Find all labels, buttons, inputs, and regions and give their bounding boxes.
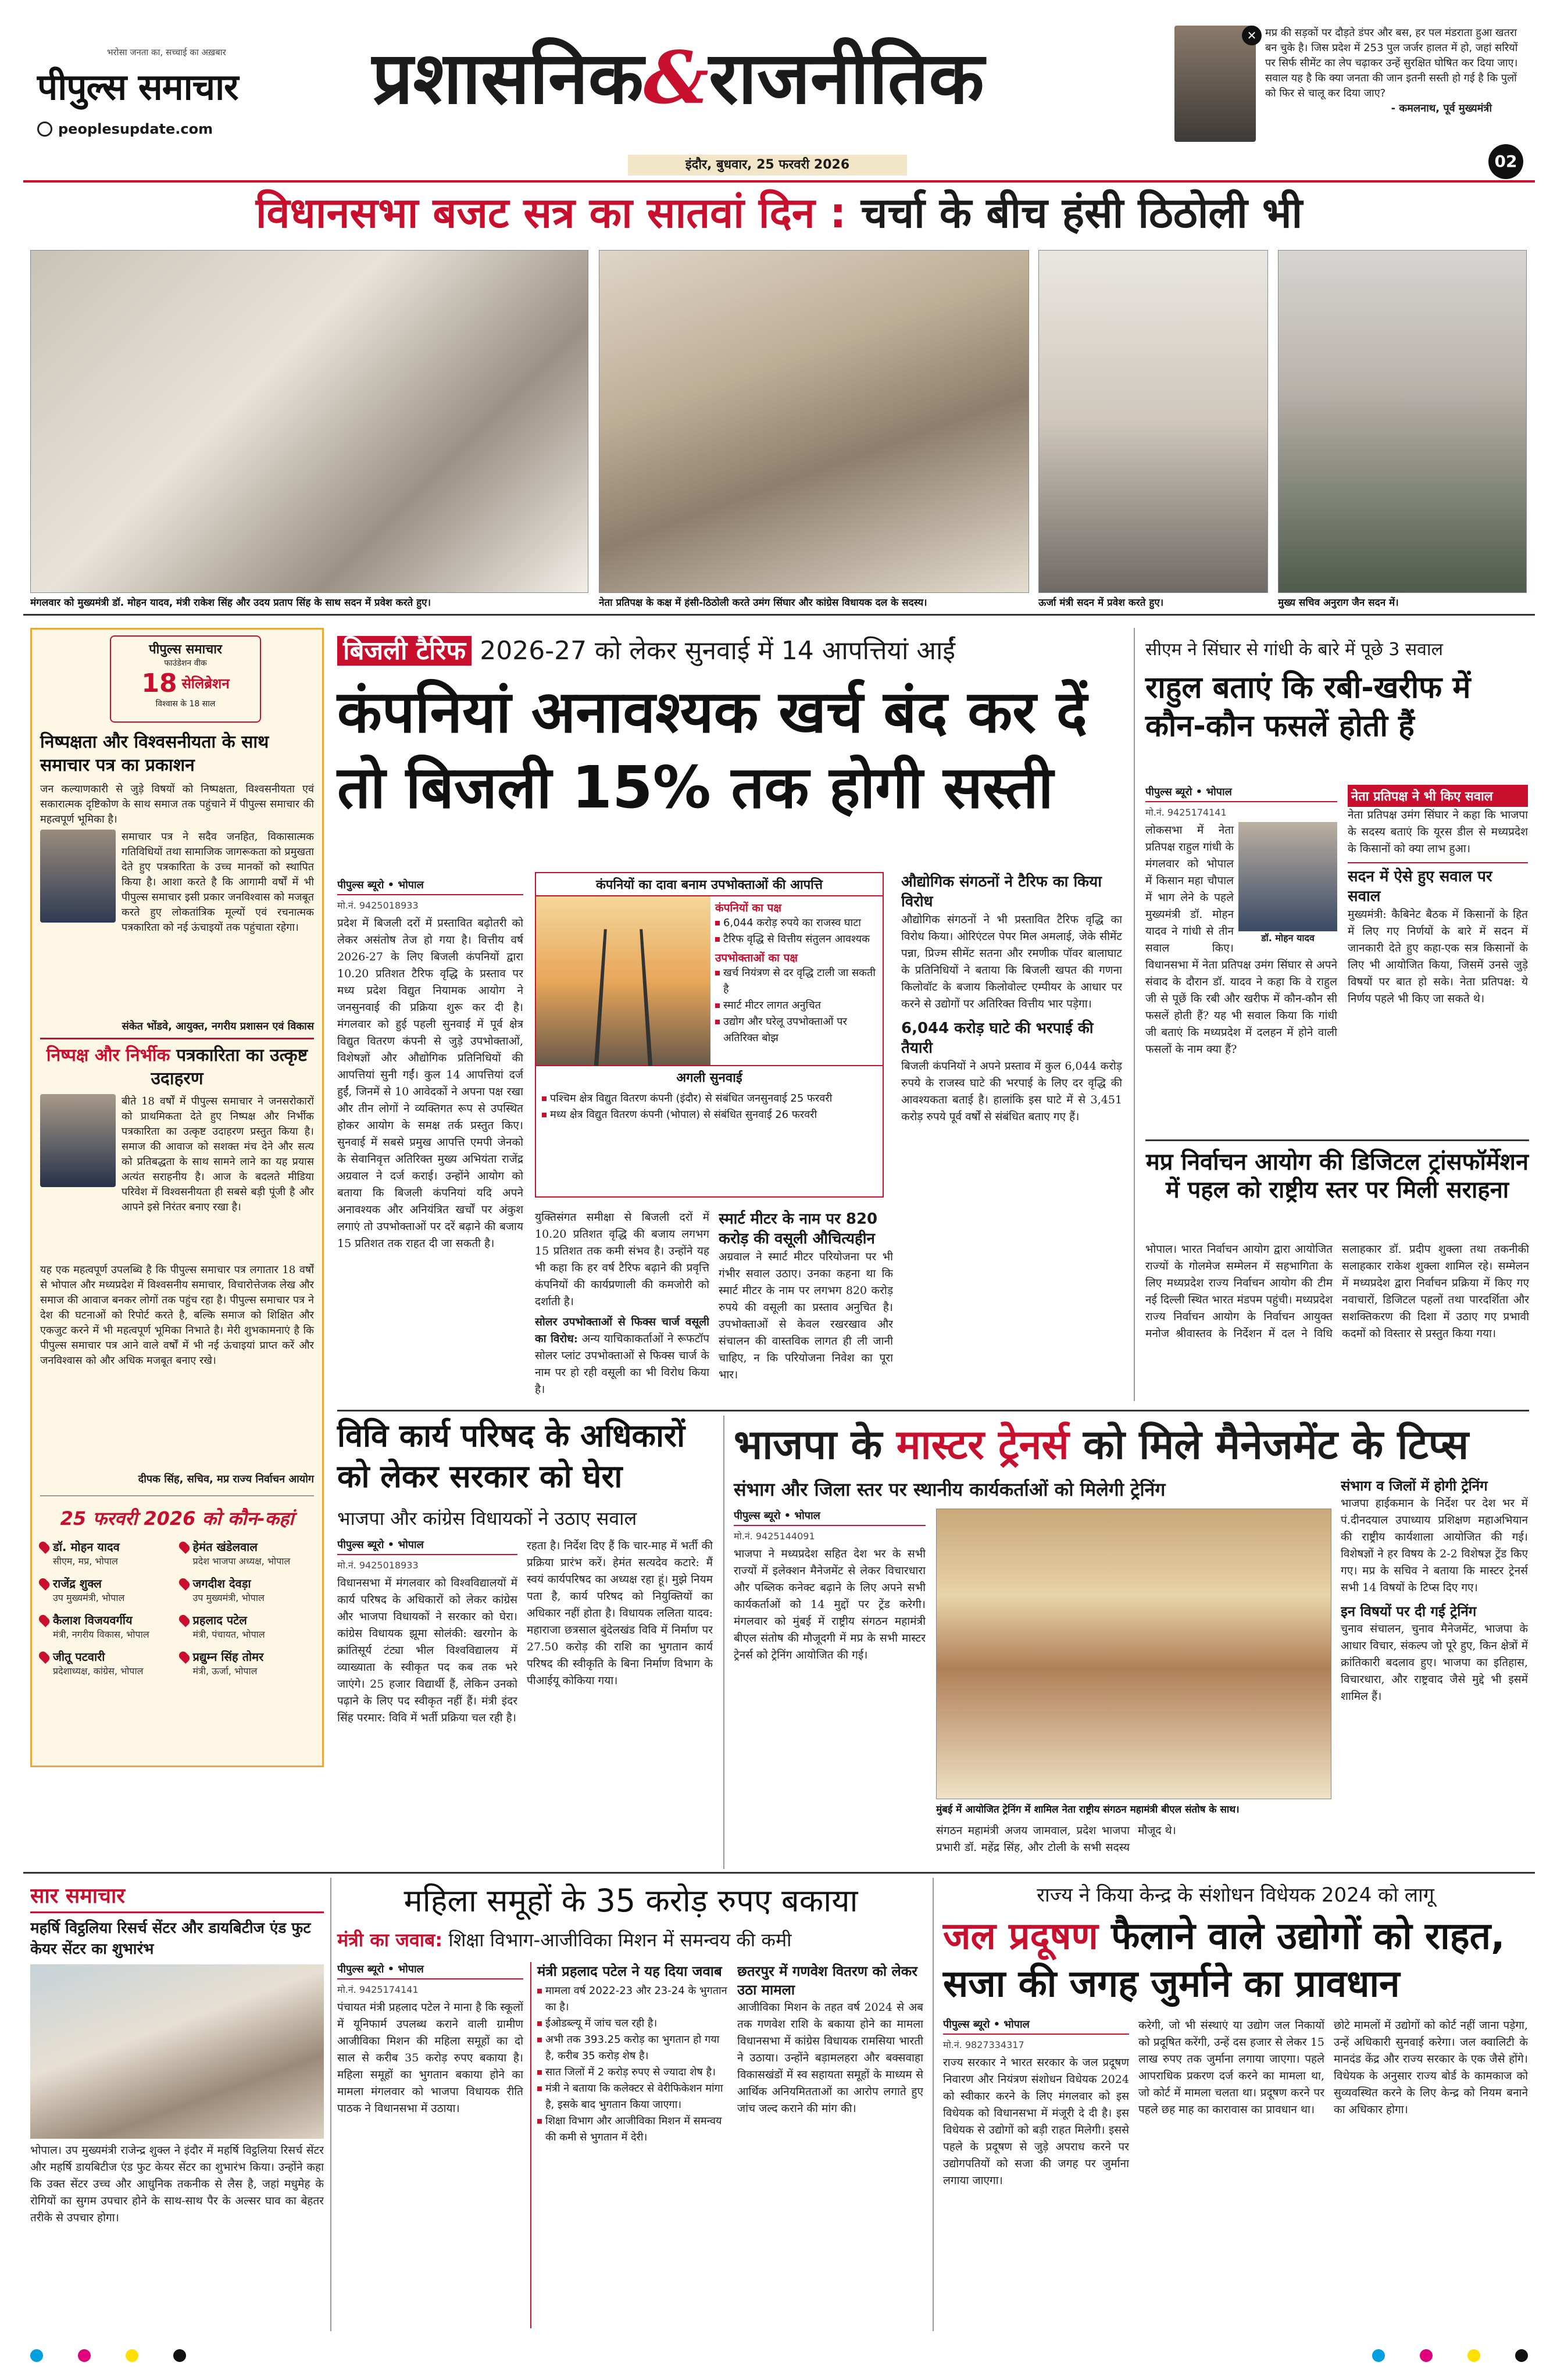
registration-bar [30,2349,1528,2363]
vivi-subhead: भाजपा और कांग्रेस विधायकों ने उठाए सवाल [337,1507,637,1530]
power-infobox: कंपनियों का दावा बनाम उपभोक्ताओं की आपत्ति कंपनियों का पक्ष 6,044 करोड़ रुपये का राजस्व घाटा टैरिफ वृद्धि से वित्तीय संतुलन आवश्यक उपभोक्ताओं का पक्ष खर्च नियंत्रण से दर वृद्धि टाली जा सकती है स्मार्ट मीटर लागत अनुचित उद्योग और घरेलू उपभोक्ताओं पर अतिरिक्त बोझ अगली सुनवाई पश्चिम क्षेत्र विद्युत वितरण कंपनी (इंदौर) से संबंधित जनसुनवाई 25 फरवरी मध्य क्षेत्र विद्युत वितरण कंपनी (भोपाल) से संबंधित सुनवाई 26 फरवरी [535,872,884,1198]
pollution-headline: जल प्रदूषण फैलाने वाले उद्योगों को राहत, सजा की जगह जुर्माने का प्रावधान [943,1915,1505,2006]
masthead-block [37,47,351,157]
women-col-1: पीपुल्स ब्यूरो • भोपाल मो.नं. 9425174141 पंचायत मंत्री प्रहलाद पटेल ने माना है कि स्कूलों में यूनिफार्म उपलब्ध कराने वाली ग्रामीण आजीविका मिशन की महिला समूहों का दो साल से करीब 35 करोड़ रुपए बकाया है। महिला समूहों का भुगतान बकाया होने का मामला मंगलवार को भाजपा विधायक रीति पाठक ने विधानसभा में उठाया। [337,1963,523,2115]
power-col-2: युक्तिसंगत समीक्षा से बिजली दरों में 10.20 प्रतिशत वृद्धि की बजाय लगभग 15 प्रतिशत तक कमी संभव है। उन्होंने यह भी कहा कि हर वर्ष टैरिफ बढ़ाने की प्रवृत्ति कंपनियों की कार्यप्रणाली की कमजोरी को दर्शाती है। सोलर उपभोक्ताओं से फिक्स चार्ज वसूली का विरोध: अन्य याचिकाकर्ताओं ने रूफटॉप सोलर प्लांट उपभोक्ताओं से फिक्स चार्ज के नाम पर हो रही वसूली का भी विरोध किया है। [535,1211,709,1396]
whos-where-title: 25 फरवरी 2026 को कौन-कहां [60,1507,294,1530]
women-col-3: छतरपुर में गणवेश वितरण को लेकर उठा मामला आजीविका मिशन के तहत वर्ष 2024 से अब तक गणवेश राशि के बकाया होने का मामला विधानसभा में कांग्रेस विधायक रामसिया भारती ने उठाया। उन्होंने बड़ामलहरा और बक्सवाहा विकासखंडों में स्व सहायता समूहों के माध्यम से आर्थिक अनियमितताओं का आरोप लगाते हुए जांच जल्द कराने की मांग की। [737,1963,923,2115]
women-kicker: मंत्री का जवाब: शिक्षा विभाग-आजीविका मिशन में समन्वय की कमी [337,1929,792,1951]
pollution-col-3: छोटे मामलों में उद्योगों को कोर्ट नहीं जाना पड़ेगा, उन्हें अधिकारी सुनवाई करेगा। जल क्वालिटी के मानदंड केंद्र और राज्य सरकार के एक जैसे होंगे। विधेयक के अनुसार राज्य बोर्ड के कामकाज को सुव्यवस्थित करने के लिए केन्द्र को नियम बनाने का अधिकार होगा। [1334,2019,1528,2116]
caption-3: ऊर्जा मंत्री सदन में प्रवेश करते हुए। [1038,597,1164,609]
bjp-sidebox: संभाग व जिलों में होगी ट्रेनिंग भाजपा हाईकमान के निर्देश पर देश भर में पं.दीनदयाल उपाध्याय प्रशिक्षण महाअभियान की राष्ट्रीय कार्यशाला आयोजित की गई। विशेषज्ञों ने हर विषय के 2-2 विशेषज्ञ ट्रेंड किए गए। मप्र के सचिव ने बताया कि मास्टर ट्रेनर्स सभी 14 विषयों के टिप्स दिए गए। इन विषयों पर दी गई ट्रेनिंग चुनाव संचालन, चुनाव मैनेजमेंट, भाजपा के आधार विचार, संकल्प जो पूरे हुए, किन क्षेत्रों में क्रांतिकारी बदलाव हुए। भाजपा का इतिहास, विचारधारा, और राष्ट्रवाद जैसे मुद्दे भी इसमें शामिल हैं। [1341,1478,1528,1703]
pollution-col-2: करेगी, जो भी संस्थाएं या उद्योग जल निकायों को प्रदूषित करेंगी, उन्हें दस हजार से लेकर 15 लाख रुपए तक जुर्माना लगाया जाएगा। पहले आपराधिक प्रकरण दर्ज करने का मामला था, जो कोर्ट में मामला चलता था। प्रदूषण करने पर पहले छह माह का कारावास का प्रावधान था। [1138,2019,1324,2116]
power-headline: कंपनियां अनावश्यक खर्च बंद कर दें तो बिजली 15% तक होगी सस्ती [337,678,1087,821]
tagline: भरोसा जनता का, सच्चाई का अख़बार [107,47,226,58]
photo-cm-entry [30,250,588,593]
person-entry: राजेंद्र शुक्ल उप मुख्यमंत्री, भोपाल [40,1575,174,1604]
portrait-commissioner [40,830,116,923]
rahul-headline: राहुल बताएं कि रबी-खरीफ में कौन-कौन फसलें होती हैं [1145,670,1471,744]
portrait-cm: डॉ. मोहन यादव [1238,822,1337,944]
person-entry: प्रहलाद पटेल मंत्री, पंचायत, भोपाल [180,1612,315,1641]
rahul-body: पीपुल्स ब्यूरो • भोपाल मो.नं. 9425174141 डॉ. मोहन यादव लोकसभा में नेता प्रतिपक्ष राहुल गांधी के मंगलवार को भोपाल में किसान महा चौपाल में भाग लेने के पहले मुख्यमंत्री डॉ. मोहन यादव ने गांधी से तीन सवाल किए। विधानसभा में नेता प्रतिपक्ष उमंग सिंघार से अपने संवाद के दौरान डॉ. यादव ने कहा कि वे राहुल जी से पूछें कि रबी और खरीफ में कौन-कौन सी फसलें होती हैं? यह भी सवाल किया कि गांधी जी बताएं कि मध्यप्रदेश में दलहन में होने वाली फसलों के नाम क्या हैं? [1145,786,1337,1056]
left-head-1: निष्पक्षता और विश्वसनीयता के साथ समाचार पत्र का प्रकाशन [40,732,269,776]
pollution-col-1: पीपुल्स ब्यूरो • भोपाल मो.नं. 9827334317 राज्य सरकार ने भारत सरकार के जल प्रदूषण निवारण और नियंत्रण संशोधन विधेयक 2024 को स्वीकार करने के लिए मंगलवार को इस विधेयक को विधानसभा में मंजूरी दे दी है। इस विधेयक से उद्योगों को बड़ी राहत मिलेगी। इससे पहले के प्रदूषण से जुड़े अपराध करने पर उद्योगपतियों को सजा की जगह पर जुर्माना लगाया जाएगा। [943,2018,1129,2187]
caption-1: मंगलवार को मुख्यमंत्री डॉ. मोहन यादव, मंत्री राकेश सिंह और उदय प्रताप सिंह के साथ सदन में प्रवेश करते हुए। [30,597,431,609]
vivi-headline: विवि कार्य परिषद के अधिकारों को लेकर सरकार को घेरा [337,1417,685,1495]
photo-opposition-room [599,250,1029,593]
anniversary-logo: पीपुल्स समाचार फाउंडेशन वीक 18 सेलिब्रेशन विश्वास के 18 साल [110,635,261,723]
rahul-kicker: सीएम ने सिंघार से गांधी के बारे में पूछे 3 सवाल [1145,639,1443,660]
masthead-logo: पीपुल्स समाचार [37,66,238,108]
bjp-col-1: पीपुल्स ब्यूरो • भोपाल मो.नं. 9425144091 भाजपा ने मध्यप्रदेश सहित देश भर के सभी राज्यों में इलेक्शन मैनेजमेंट से लेकर विचारधारा और पब्लिक कनेक्ट बढ़ाने के लिए अपने सभी कार्यकर्ताओं को 14 मुद्दों पर ट्रेंड करेगी। मंगलवार को मुंबई में राष्ट्रीय संगठन महामंत्री बीएल संतोष की मौजूदगी में मप्र के सभी मास्टर ट्रेनर्स को ट्रेनिंग आयोजित की गई। [734,1510,926,1661]
person-entry: जगदीश देवड़ा उप मुख्यमंत्री, भोपाल [180,1575,315,1604]
people-grid [40,1539,314,1682]
page-number: 02 [1488,144,1523,179]
dateline: इंदौर, बुधवार, 25 फरवरी 2026 [628,155,907,176]
rahul-sidebox: नेता प्रतिपक्ष ने भी किए सवाल नेता प्रतिपक्ष उमंग सिंघार ने कहा कि भाजपा के सदस्य बताएं कि यूरस डील से मध्यप्रदेश के किसानों को क्या लाभ हुआ। सदन में ऐसे हुए सवाल पर सवाल मुख्यमंत्री: कैबिनेट बैठक में किसानों के हित में लिए गए निर्णयों के बारे में सदन में जानकारी देते हुए कहा-एक सत्र किसानों के लिए भी आयोजित किया, जिसमें उनसे जुड़े विषयों पर बात हो सके। नेता प्रतिपक्ष: ये निर्णय पहले भी किए जा सकते थे। [1348,785,1528,1128]
left-sidebar: पीपुल्स समाचार फाउंडेशन वीक 18 सेलिब्रेशन विश्वास के 18 साल निष्पक्षता और विश्वसनीयता के साथ समाचार पत्र का प्रकाशन जन कल्याणकारी से जुड़े विषयों को निष्पक्षता, विश्वसनीयता एवं सकारात्मक दृष्टिकोण के साथ समाज तक पहुंचाने में पीपुल्स समाचार की महत्वपूर्ण भूमिका है। समाचार पत्र ने सदैव जनहित, विकासात्मक गतिविधियों तथा सामाजिक जागरूकता को प्रमुखता देते हुए पत्रकारिता के उच्च मानकों को स्थापित किया है। आशा करते है कि आगामी वर्षों में भी पीपुल्स समाचार इसी प्रकार जनविश्वास को मजबूत करते हुए लोकतांत्रिक मूल्यों एवं रचनात्मक पत्रकारिता को नई ऊंचाइयों तक पहुंचाता रहेगा। संकेत भोंडवे, आयुक्त, नगरीय प्रशासन एवं विकास निष्पक्ष और निर्भीक पत्रकारिता का उत्कृष्ट उदाहरण बीते 18 वर्षों में पीपुल्स समाचार ने जनसरोकारों को प्राथमिकता देते हुए निष्पक्ष और निर्भीक पत्रकारिता का उत्कृष्ट उदाहरण प्रस्तुत किया है। समाज की आवाज को सशक्त मंच देने और सत्य को प्रतिबद्धता के साथ सामने लाने का यह प्रयास अत्यंत सराहनीय है। आज के बदलते मीडिया परिवेश में विश्वसनीयता ही सबसे बड़ी पूंजी है और आपने इसे निरंतर बनाए रखा है। यह एक महत्वपूर्ण उपलब्धि है कि पीपुल्स समाचार पत्र लगातार 18 वर्षों से भोपाल और मध्यप्रदेश में विश्वसनीय समाचार, विचारोत्तेजक लेख और समाज की आवाज बनकर लोगों तक पहुंच रहा है। पीपुल्स समाचार पत्र ने देश की घटनाओं को रिपोर्ट करते है, बल्कि समाज को शिक्षित और एकजुट करने में भी महत्वपूर्ण भूमिका निभाते है। मेरी शुभकामनाएं है कि पीपुल्स समाचार पत्र आने वाले वर्षों में भी नई ऊंचाइयां प्राप्त करें और जनविश्वास को और अधिक मजबूत बनाए रखे। दीपक सिंह, सचिव, मप्र राज्य निर्वाचन आयोग 25 फरवरी 2026 को कौन-कहां डॉ. मोहन यादव सीएम, मप्र, भोपाल हेमंत खंडेलवाल प्रदेश भाजपा अध्यक्ष, भोपाल राजेंद्र शुक्ल उप मुख्यमंत्री, भोपाल जगदीश देवड़ा उप मुख्यमंत्री, भोपाल कैलाश विजयवर्गीय मंत्री, नगरीय विकास, भोपाल प्रहलाद पटेल मंत्री, पंचायत, भोपाल जीतू पटवारी प्रदेशाध्यक्ष, कांग्रेस, भोपाल प्रद्युम्न सिंह तोमर मंत्री, ऊर्जा, भोपाल [30,628,324,1767]
election-body: भोपाल। भारत निर्वाचन आयोग द्वारा आयोजित राज्यों के गोलमेज सम्मेलन में सहभागिता के लिए मध्यप्रदेश राज्य निर्वाचन आयोग की टीम नई दिल्ली स्थित भारत मंडपम पहुंची। मध्यप्रदेश राज्य निर्वाचन आयोग के निर्वाचन आयुक्त मनोज श्रीवास्तव के निर्देशन में दल ने विधि सलाहकार डॉ. प्रदीप शुक्ला तथा तकनीकी सलाहकार राकेश शुक्ला शामिल रहे। सम्मेलन में मध्यप्रदेश द्वारा निर्वाचन प्रक्रिया में किए गए नवाचारों, डिजिटल पहलों तथा पारदर्शिता और सशक्तिकरण की दिशा में उठाए गए प्रभावी कदमों को विस्तार से प्रस्तुत किया गया। [1145,1243,1529,1340]
caption-2: नेता प्रतिपक्ष के कक्ष में हंसी-ठिठोली करते उमंग सिंघार और कांग्रेस विधायक दल के सदस्य। [599,597,927,609]
photo-bjp-training [936,1509,1331,1799]
x-icon: ✕ [1242,26,1262,45]
bjp-subhead: संभाग और जिला स्तर पर स्थानीय कार्यकर्ताओं को मिलेगी ट्रेनिंग [734,1478,1166,1500]
power-col-1: पीपुल्स ब्यूरो • भोपाल मो.नं. 9425018933 प्रदेश में बिजली दरों में प्रस्तावित बढ़ोतरी को लेकर असंतोष तेज हो गया है। वित्तीय वर्ष 2026-27 के लिए बिजली कंपनियों द्वारा 10.20 प्रतिशत टैरिफ वृद्धि के प्रस्ताव पर मध्य प्रदेश विद्युत नियामक आयोग ने जनसुनवाई की प्रक्रिया शुरू कर दी है। मंगलवार को हुई पहली सुनवाई में पूर्व क्षेत्र विद्युत वितरण कंपनी से जुड़े उपभोक्ताओं, विशेषज्ञों और औद्योगिक प्रतिनिधियों की आपत्तियां सुनी गईं। कुल 14 आपत्तियां दर्ज हुईं, जिनमें से 10 आवेदकों ने अपना पक्ष रखा और तीन लोगों ने व्यक्तिगत रूप से उपस्थित होकर आयोग के समक्ष तर्क प्रस्तुत किए। सुनवाई में सबसे प्रमुख आपत्ति एमपी जेनको के सेवानिवृत्त अतिरिक्त मुख्य अभियंता राजेंद्र अग्रवाल ने दर्ज कराई। उन्होंने आयोग को बताया कि बिजली कंपनियां यदि अपने अनावश्यक और अनियंत्रित खर्चों पर अंकुश लगाएं तो उपभोक्ताओं पर दरें बढ़ाने की बजाय 15 प्रतिशत तक राहत दी जा सकती है। [337,879,523,1250]
globe-icon [37,121,52,137]
signature-2: दीपक सिंह, सचिव, मप्र राज्य निर्वाचन आयोग [138,1473,314,1485]
bjp-bottom: संगठन महामंत्री अजय जामवाल, प्रदेश भाजपा प्रभारी डॉ. महेंद्र सिंह, और टोली के सभी सदस्य मौजूद थे। [936,1824,1176,1854]
saar-box: सार समाचार महर्षि विट्ठलिया रिसर्च सेंटर और डायबिटीज एंड फुट केयर सेंटर का शुभारंभ भोपाल। उप मुख्यमंत्री राजेन्द्र शुक्ल ने इंदौर में महर्षि विट्ठलिया रिसर्च सेंटर और महर्षि डायबिटीज एंड फुट केयर सेंटर का शुभारंभ किया। उन्होंने कहा कि उक्त सेंटर उच्च और आधुनिक तकनीक से लैस है, जहां मधुमेह के रोगियों का सुगम उपचार होने के साथ-साथ पैर के अल्सर घाव का बेहतर तरीके से उपचार होगा। [30,1881,324,2328]
photo-energy-minister [1038,250,1268,593]
photo-ribbon-cutting [30,1964,324,2139]
vivi-col-2: रहता है। निर्देश दिए हैं कि चार-माह में भर्ती की प्रक्रिया प्रारंभ करें। हेमंत सत्यदेव कटारे: मैं स्वयं कार्यपरिषद का अध्यक्ष रहा हूं। मुझे नियम पता है, कार्य परिषद को नियुक्तियों का अधिकार नहीं होता है। विधायक ललिता यादव: महाराजा छत्रसाल बुंदेलखंड विवि में निर्माण पर 27.50 करोड़ की राशि का भुगतान कार्य परिषद की स्वीकृति के बिना निर्माण विभाग के पीआईयू कोकिया गया। [527,1539,713,1687]
website-link[interactable]: peoplesupdate.com [58,121,213,137]
photo-chief-secretary [1278,250,1527,593]
portrait-secretary [40,1094,116,1187]
pollution-kicker: राज्य ने किया केन्द्र के संशोधन विधेयक 2024 को लागू [1037,1884,1434,1907]
bjp-headline: भाजपा के मास्टर ट्रेनर्स को मिले मैनेजमेंट के टिप्स [734,1421,1469,1468]
power-col-4: औद्योगिक संगठनों ने टैरिफ का किया विरोध औद्योगिक संगठनों ने भी प्रस्तावित टैरिफ वृद्धि का विरोध किया। ओरिएंटल पेपर मिल अमलाई, जेके सीमेंट पन्ना, प्रिज्म सीमेंट सतना और रमणीक पॉवर बालाघाट के प्रतिनिधियों ने बताया कि बिजली खपत की गणना किलोवॉट के बजाय किलोवोल्ट एम्पीयर के आधार पर करने से उद्योगों पर अतिरिक्त वित्तीय भार पड़ेगा। 6,044 करोड़ घाटे की भरपाई की तैयारी बिजली कंपनियों ने अपने प्रस्ताव में कुल 6,044 करोड़ रुपये के राजस्व घाटे की भरपाई के लिए दर वृद्धि की आवश्यकता बताई है। हालांकि इस घाटे में से 3,451 करोड़ रुपये पूर्व वर्षों से संबंधित बताए गए हैं। [901,873,1122,1123]
header-quote: मप्र की सड़कों पर दौड़ते डंपर और बस, हर पल मंडराता हुआ खतरा बन चुके है। जिस प्रदेश में 253 पुल जर्जर हालत में हो, जहां सरियों पर सिर्फ सीमेंट का लेप चढ़ाकर उन्हें सुरक्षित घोषित कर दिया जाए। सवाल यह है कि क्या जनता की जान इतनी सस्ती हो गई है कि पुलों को फिर से चालू कर दिया जाए? - कमलनाथ, पूर्व मुख्यमंत्री [1265,27,1518,115]
quote-photo [1174,26,1256,142]
section-title: प्रशासनिक&राजनीतिक [372,36,984,120]
person-entry: जीतू पटवारी प्रदेशाध्यक्ष, कांग्रेस, भोपाल [40,1649,174,1677]
person-entry: प्रद्युम्न सिंह तोमर मंत्री, ऊर्जा, भोपाल [180,1649,315,1677]
left-head-2: निष्पक्ष और निर्भीक पत्रकारिता का उत्कृष्ट उदाहरण [46,1045,308,1089]
banner-headline: विधानसभा बजट सत्र का सातवां दिन : चर्चा के बीच हंसी ठिठोली भी [255,188,1303,237]
power-kicker: बिजली टैरिफ 2026-27 को लेकर सुनवाई में 14 आपत्तियां आईं [337,634,1122,669]
women-headline: महिला समूहों के 35 करोड़ रुपए बकाया [403,1882,858,1919]
women-box: मंत्री प्रहलाद पटेल ने यह दिया जवाब मामला वर्ष 2022-23 और 23-24 के भुगतान का है। ईओडब्ल्यू में जांच चल रही है। अभी तक 393.25 करोड़ का भुगतान हो गया है, करीब 35 करोड़ शेष है। सात जिलों में 2 करोड़ रुपए से ज्यादा शेष है। मंत्री ने बताया कि कलेक्टर से वेरीफिकेशन मांगा है, इसके बाद भुगतान किया जाएगा। शिक्षा विभाग और आजीविका मिशन में समन्वय की कमी से भुगतान में देरी। [530,1962,728,2328]
pylon-photo [536,896,710,1065]
signature-1: संकेत भोंडवे, आयुक्त, नगरीय प्रशासन एवं विकास [122,1020,314,1032]
person-entry: कैलाश विजयवर्गीय मंत्री, नगरीय विकास, भोपाल [40,1612,174,1641]
person-entry: डॉ. मोहन यादव सीएम, मप्र, भोपाल [40,1539,174,1567]
power-col-3: स्मार्ट मीटर के नाम पर 820 करोड़ की वसूली औचित्यहीन अग्रवाल ने स्मार्ट मीटर परियोजना पर भी गंभीर सवाल उठाए। उनका कहना था कि स्मार्ट मीटर के नाम पर लगभग 820 करोड़ रुपये की वसूली का प्रस्ताव अनुचित है। उपभोक्ताओं से केवल रखरखाव और संचालन की वास्तविक लागत ही ली जानी चाहिए, न कि परियोजना निवेश का पूरा भार। [719,1210,893,1381]
bjp-photo-caption: मुंबई में आयोजित ट्रेनिंग में शामिल नेता राष्ट्रीय संगठन महामंत्री बीएल संतोष के साथ। [936,1804,1240,1816]
vivi-col-1: पीपुल्स ब्यूरो • भोपाल मो.नं. 9425018933 विधानसभा में मंगलवार को विश्वविद्यालयों में कार्य परिषद के अधिकारों को लेकर कांग्रेस और भाजपा विधायकों ने सरकार को घेरा। कांग्रेस विधायक झूमा सोलंकी: खरगोन के क्रांतिसूर्य टंट्या भील विश्वविद्यालय में व्याख्याता के स्वीकृत पद कब तक भरे जाएंगे। 25 हजार विद्यार्थी हैं, लेकिन उनको पढ़ाने के लिए पद स्वीकृत नहीं हैं। मंत्री इंदर सिंह परमार: विवि में भर्ती प्रक्रिया चल रही है। [337,1539,517,1724]
election-headline: मप्र निर्वाचन आयोग की डिजिटल ट्रांसफॉर्मेशन में पहल को राष्ट्रीय स्तर पर मिली सराहना [1145,1149,1529,1203]
caption-4: मुख्य सचिव अनुराग जैन सदन में। [1278,597,1399,609]
person-entry: हेमंत खंडेलवाल प्रदेश भाजपा अध्यक्ष, भोपाल [180,1539,315,1567]
